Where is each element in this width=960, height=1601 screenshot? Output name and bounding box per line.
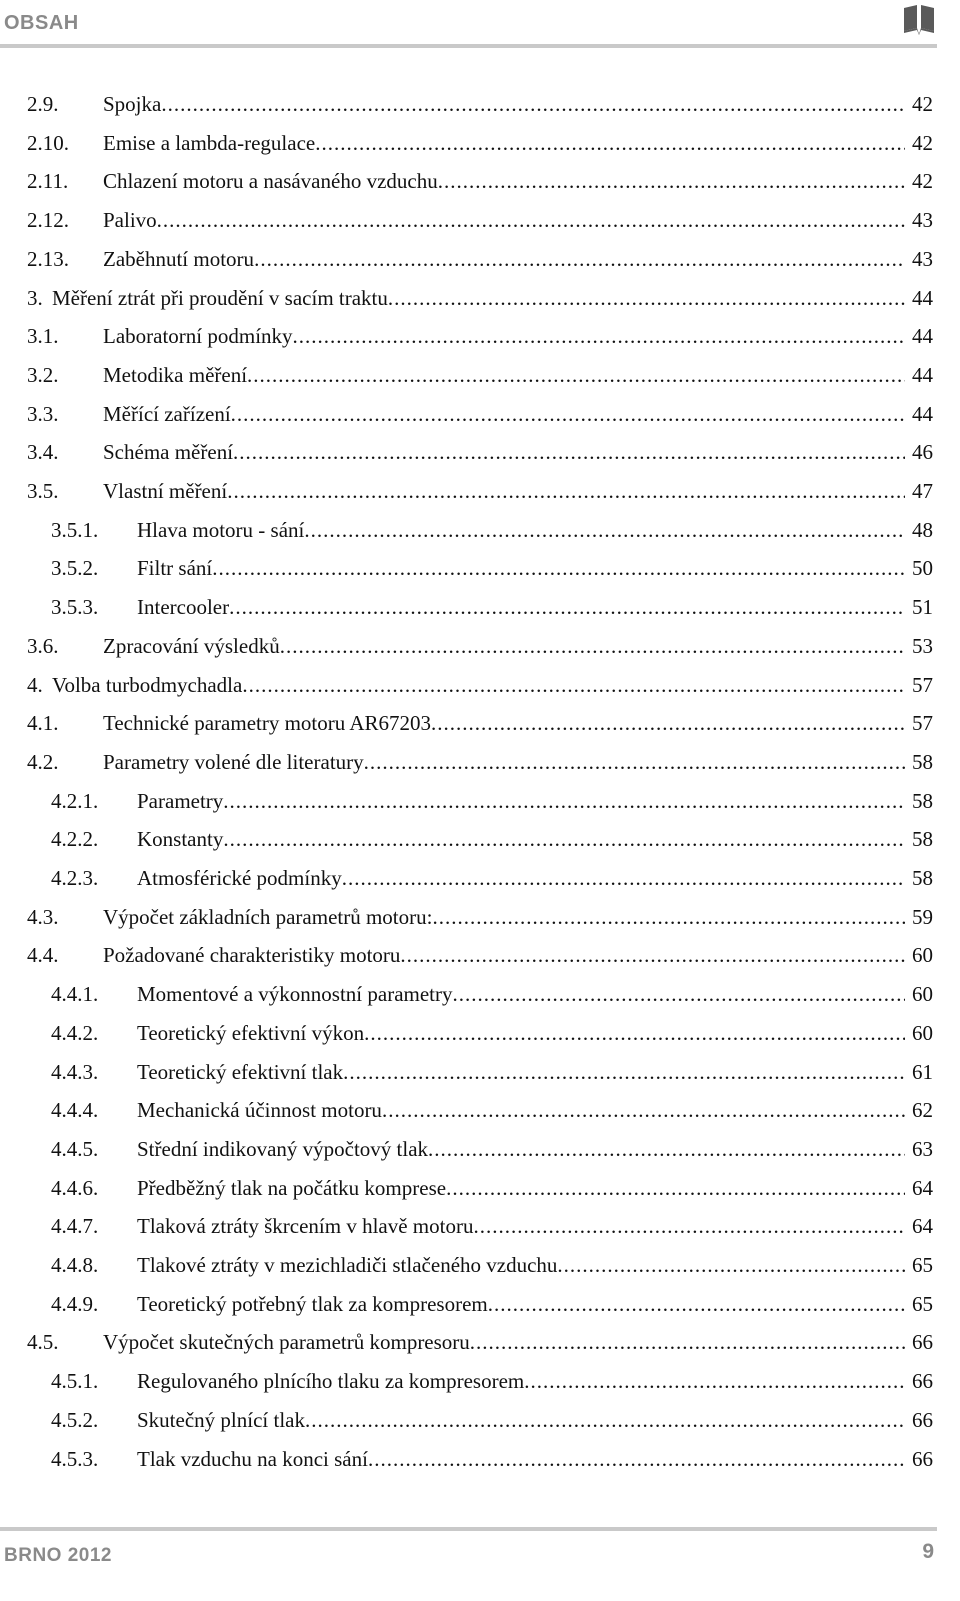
toc-entry-page: 42: [912, 130, 933, 155]
toc-entry-page: 47: [912, 479, 933, 503]
toc-entry-title: Laboratorní podmínky: [103, 324, 293, 349]
toc-entry-number: 3.5.3.: [51, 595, 99, 620]
toc-entry-number: 4.3.: [27, 904, 59, 929]
toc-dot-leader: [231, 395, 905, 434]
toc-entry-number: 3.3.: [27, 401, 59, 426]
toc-entry-title: Zaběhnutí motoru: [103, 246, 255, 271]
toc-entry-title: Teoretický efektivní tlak: [137, 1059, 344, 1084]
toc-entry-number: 4.4.1.: [51, 982, 99, 1007]
toc-entry-page: 51: [912, 595, 933, 620]
toc-dot-leader: [382, 1091, 905, 1130]
toc-dot-leader: [364, 1014, 905, 1053]
toc-entry-number: 4.4.4.: [51, 1098, 99, 1123]
toc-entry-page: 44: [912, 324, 933, 349]
toc-entry-title: Požadované charakteristiky motoru: [103, 943, 401, 968]
footer-location-year: BRNO 2012: [4, 1545, 112, 1566]
toc-entry-title: Volba turbodmychadla: [52, 672, 243, 697]
toc-entry-page: 64: [912, 1175, 933, 1200]
toc-dot-leader: [431, 704, 905, 743]
toc-entry-page: 58: [912, 749, 933, 774]
toc-entry-page: 48: [912, 517, 933, 542]
toc-entry-page: 42: [912, 169, 933, 194]
toc-entry-page: 46: [912, 440, 933, 465]
toc-dot-leader: [368, 1440, 905, 1479]
toc-entry-page: 57: [912, 711, 933, 736]
toc-entry-page: 60: [912, 982, 933, 1007]
toc-entry-number: 4.4.5.: [51, 1136, 99, 1161]
toc-entry[interactable]: [0, 472, 960, 511]
toc-entry-title: Palivo: [103, 208, 157, 233]
toc-entry-title: Atmosférické podmínky: [137, 866, 342, 890]
toc-entry-title: Tlakové ztráty v mezichladiči stlačeného vzduchu: [137, 1253, 558, 1277]
toc-entry[interactable]: [0, 782, 960, 821]
toc-dot-leader: [428, 1130, 905, 1169]
toc-entry-number: 4.4.8.: [51, 1253, 99, 1277]
toc-entry-number: 3.: [27, 285, 43, 310]
toc-entry-title: Střední indikovaný výpočtový tlak: [137, 1136, 429, 1161]
toc-dot-leader: [247, 356, 905, 395]
toc-entry[interactable]: [0, 936, 960, 975]
toc-entry-number: 3.6.: [27, 633, 59, 658]
toc-entry-page: 58: [912, 827, 933, 852]
toc-entry-number: 3.5.1.: [51, 517, 99, 542]
toc-dot-leader: [242, 666, 905, 705]
toc-dot-leader: [488, 1285, 905, 1324]
toc-entry-title: Zpracování výsledků: [103, 633, 280, 658]
toc-entry-number: 3.2.: [27, 362, 59, 387]
toc-entry-page: 59: [912, 904, 933, 929]
toc-entry-title: Teoretický potřebný tlak za kompresorem: [137, 1291, 488, 1316]
toc-dot-leader: [304, 511, 905, 550]
toc-dot-leader: [227, 472, 905, 511]
toc-entry-page: 43: [912, 208, 933, 233]
toc-dot-leader: [342, 859, 905, 898]
toc-entry-page: 60: [912, 943, 933, 968]
toc-dot-leader: [223, 782, 905, 821]
toc-dot-leader: [223, 820, 905, 859]
toc-entry[interactable]: [0, 124, 960, 163]
toc-entry[interactable]: [0, 1207, 960, 1246]
toc-entry-title: Mechanická účinnost motoru: [137, 1098, 382, 1123]
toc-dot-leader: [315, 124, 905, 163]
toc-entry-page: 66: [912, 1330, 933, 1355]
toc-entry-title: Měření ztrát při proudění v sacím traktu: [52, 285, 388, 310]
toc-entry-page: 65: [912, 1253, 933, 1277]
toc-entry-number: 4.5.: [27, 1330, 59, 1355]
toc-dot-leader: [212, 549, 905, 588]
toc-entry-title: Technické parametry motoru AR67203: [103, 711, 432, 736]
toc-dot-leader: [293, 317, 905, 356]
toc-entry-title: Teoretický efektivní výkon: [137, 1020, 365, 1045]
toc-entry-title: Předběžný tlak na počátku komprese: [137, 1175, 447, 1200]
toc-entry-page: 42: [912, 92, 933, 116]
toc-entry[interactable]: [0, 433, 960, 472]
toc-entry-page: 66: [912, 1369, 933, 1394]
toc-entry-title: Tlak vzduchu na konci sání: [137, 1446, 368, 1471]
toc-entry-title: Metodika měření: [103, 362, 248, 387]
toc-dot-leader: [557, 1246, 905, 1285]
toc-entry[interactable]: [0, 588, 960, 627]
toc-dot-leader: [388, 279, 905, 318]
toc-entry-number: 4.2.3.: [51, 866, 99, 890]
toc-entry[interactable]: [0, 549, 960, 588]
toc-entry[interactable]: [0, 627, 960, 666]
toc-entry-page: 61: [912, 1059, 933, 1084]
toc-entry[interactable]: [0, 162, 960, 201]
toc-entry-number: 4.4.2.: [51, 1020, 99, 1045]
toc-entry[interactable]: [0, 317, 960, 356]
toc-entry-number: 4.5.2.: [51, 1407, 99, 1432]
toc-entry-number: 3.1.: [27, 324, 59, 349]
toc-entry-number: 2.10.: [27, 130, 69, 155]
toc-entry-page: 50: [912, 556, 933, 581]
toc-entry[interactable]: [0, 395, 960, 434]
toc-entry-title: Výpočet základních parametrů motoru:: [103, 904, 433, 929]
toc-entry-page: 44: [912, 362, 933, 387]
toc-dot-leader: [470, 1323, 905, 1362]
toc-entry[interactable]: [0, 1130, 960, 1169]
toc-dot-leader: [343, 1053, 905, 1092]
toc-entry[interactable]: [0, 975, 960, 1014]
toc-entry-title: Hlava motoru - sání: [137, 517, 305, 542]
toc-entry-title: Parametry: [137, 788, 224, 813]
toc-entry-number: 3.5.2.: [51, 556, 99, 581]
toc-entry-number: 4.4.9.: [51, 1291, 99, 1316]
toc-entry-number: 2.11.: [27, 169, 69, 194]
toc-entry[interactable]: [0, 1440, 960, 1479]
toc-entry[interactable]: [0, 201, 960, 240]
toc-entry-number: 4.4.3.: [51, 1059, 99, 1084]
toc-entry-page: 60: [912, 1020, 933, 1045]
toc-entry-title: Měřící zařízení: [103, 401, 231, 426]
toc-entry-title: Skutečný plnící tlak: [137, 1407, 305, 1432]
toc-entry-title: Emise a lambda-regulace: [103, 130, 316, 155]
toc-entry-title: Spojka: [103, 92, 162, 116]
toc-entry-title: Momentové a výkonnostní parametry: [137, 982, 453, 1007]
toc-dot-leader: [446, 1169, 905, 1208]
toc-entry-page: 43: [912, 246, 933, 271]
book-logo-icon: [902, 4, 936, 36]
toc-entry[interactable]: [0, 1285, 960, 1324]
toc-entry[interactable]: [0, 704, 960, 743]
toc-entry-page: 57: [912, 672, 933, 697]
toc-entry-page: 65: [912, 1291, 933, 1316]
toc-entry[interactable]: [0, 279, 960, 318]
toc-entry-title: Regulovaného plnícího tlaku za kompresorem: [137, 1369, 525, 1394]
toc-entry[interactable]: [0, 1246, 960, 1285]
toc-entry[interactable]: [0, 1323, 960, 1362]
toc-entry-number: 4.2.1.: [51, 788, 99, 813]
toc-dot-leader: [305, 1401, 905, 1440]
toc-entry-number: 2.9.: [27, 92, 59, 116]
toc-entry[interactable]: [0, 820, 960, 859]
toc-entry[interactable]: [0, 666, 960, 705]
footer-divider: [0, 1527, 937, 1531]
toc-entry-title: Chlazení motoru a nasávaného vzduchu: [103, 169, 438, 194]
page-number: 9: [922, 1540, 934, 1563]
toc-entry-page: 63: [912, 1136, 933, 1161]
toc-dot-leader: [280, 627, 905, 666]
toc-entry-page: 53: [912, 633, 933, 658]
toc-entry-page: 66: [912, 1446, 933, 1471]
toc-entry[interactable]: [0, 1362, 960, 1401]
toc-entry-number: 4.5.1.: [51, 1369, 99, 1394]
toc-entry[interactable]: [0, 85, 960, 124]
toc-entry-title: Filtr sání: [137, 556, 213, 581]
toc-dot-leader: [438, 162, 905, 201]
toc-entry-title: Intercooler: [137, 595, 230, 620]
toc-entry-number: 2.13.: [27, 246, 69, 271]
toc-entry[interactable]: [0, 1091, 960, 1130]
toc-entry-title: Výpočet skutečných parametrů kompresoru: [103, 1330, 470, 1355]
toc-entry-page: 58: [912, 866, 933, 890]
toc-entry-page: 64: [912, 1214, 933, 1239]
toc-entry-number: 3.5.: [27, 479, 59, 503]
toc-dot-leader: [432, 898, 905, 937]
toc-entry-title: Konstanty: [137, 827, 224, 852]
toc-entry-page: 58: [912, 788, 933, 813]
toc-entry-number: 4.4.6.: [51, 1175, 99, 1200]
page-header-title: OBSAH: [4, 12, 79, 34]
toc-entry-page: 44: [912, 285, 933, 310]
toc-dot-leader: [229, 588, 905, 627]
toc-entry-number: 4.4.: [27, 943, 59, 968]
toc-entry-number: 4.4.7.: [51, 1214, 99, 1239]
toc-entry-title: Parametry volené dle literatury: [103, 749, 364, 774]
toc-entry[interactable]: [0, 511, 960, 550]
toc-entry[interactable]: [0, 743, 960, 782]
toc-entry[interactable]: [0, 1053, 960, 1092]
toc-entry[interactable]: [0, 1169, 960, 1208]
toc-dot-leader: [400, 936, 905, 975]
toc-entry-number: 4.: [27, 672, 43, 697]
toc-entry[interactable]: [0, 898, 960, 937]
toc-entry-number: 3.4.: [27, 440, 59, 465]
toc-dot-leader: [524, 1362, 905, 1401]
toc-entry[interactable]: [0, 859, 960, 898]
toc-dot-leader: [254, 240, 905, 279]
toc-entry-number: 4.5.3.: [51, 1446, 99, 1471]
toc-entry[interactable]: [0, 1401, 960, 1440]
toc-entry-number: 4.2.: [27, 749, 59, 774]
toc-entry-page: 44: [912, 401, 933, 426]
toc-entry-title: Vlastní měření: [103, 479, 228, 503]
toc-entry-title: Schéma měření: [103, 440, 234, 465]
toc-entry-page: 62: [912, 1098, 933, 1123]
toc-dot-leader: [453, 975, 905, 1014]
toc-entry-page: 66: [912, 1407, 933, 1432]
toc-dot-leader: [364, 743, 905, 782]
toc-entry-title: Tlaková ztráty škrcením v hlavě motoru: [137, 1214, 474, 1239]
toc-dot-leader: [157, 201, 905, 240]
toc-dot-leader: [161, 85, 905, 124]
toc-entry[interactable]: [0, 240, 960, 279]
toc-entry-number: 4.2.2.: [51, 827, 99, 852]
toc-entry[interactable]: [0, 356, 960, 395]
toc-dot-leader: [473, 1207, 905, 1246]
toc-entry-number: 4.1.: [27, 711, 59, 736]
toc-entry-number: 2.12.: [27, 208, 69, 233]
header-divider: [0, 44, 937, 48]
toc-entry[interactable]: [0, 1014, 960, 1053]
toc-dot-leader: [233, 433, 905, 472]
